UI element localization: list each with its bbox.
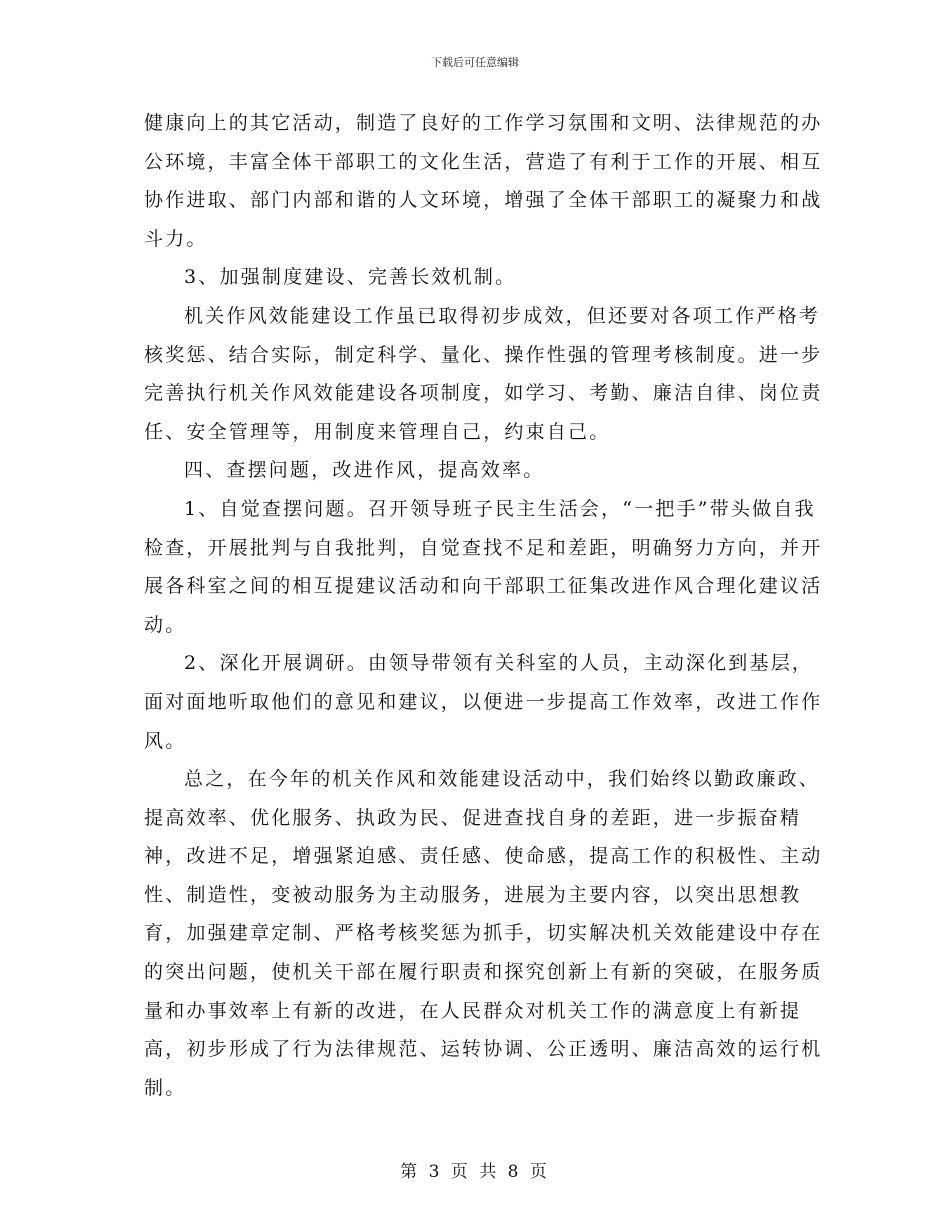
document-body [144,104,824,1107]
paragraph-system-building: 机关作风效能建设工作虽已取得初步成效，但还要对各项工作严格考核奖惩、结合实际，制定科学、量化、操作性强的管理考核制度。进一步完善执行机关作风效能建设各项制度，如学习、考勤、廉洁自律、岗位责任、安全管理等，用制度来管理自己，约束自己。 [144,304,823,443]
section-heading-4: 四、查摆问题，改进作风，提高效率。 [184,459,545,482]
paragraph-self-check: 1、自觉查摆问题。召开领导班子民主生活会，“一把手”带头做自我检查，开展批判与自我批判，自觉查找不足和差距，明确努力方向，并开展各科室之间的相互提建议活动和向干部职工征集改进作风合理化建议活动。 [144,497,823,636]
section-heading-3: 3、加强制度建设、完善长效机制。 [184,266,517,289]
page-number: 第 3 页 共 8 页 [400,1162,550,1182]
paragraph-continuation: 健康向上的其它活动，制造了良好的工作学习氛围和文明、法律规范的办公环境，丰富全体干部职工的文化生活，营造了有利于工作的开展、相互协作进取、部门内部和谐的人文环境，增强了全体干部职工的凝聚力和战斗力。 [144,112,823,250]
page-header: 下载后可任意编辑 [431,56,519,69]
paragraph-research: 2、深化开展调研。由领导带领有关科室的人员，主动深化到基层，面对面地听取他们的意见和建议，以便进一步提高工作效率，改进工作作风。 [144,652,823,752]
paragraph-summary: 总之，在今年的机关作风和效能建设活动中，我们始终以勤政廉政、提高效率、优化服务、执政为民、促进查找自身的差距，进一步振奋精神，改进不足，增强紧迫感、责任感、使命感，提高工作的积极性、主动性、制造性，变被动服务为主动服务，进展为主要内容，以突出思想教育，加强建章定制、严格考核奖惩为抓手，切实解决机关效能建设中存在的突出问题，使机关干部在履行职责和探究创新上有新的突破，在服务质量和办事效率上有新的改进，在人民群众对机关工作的满意度上有新提高，初步形成了行为法律规范、运转协调、公正透明、廉洁高效的运行机制。 [144,768,823,1099]
